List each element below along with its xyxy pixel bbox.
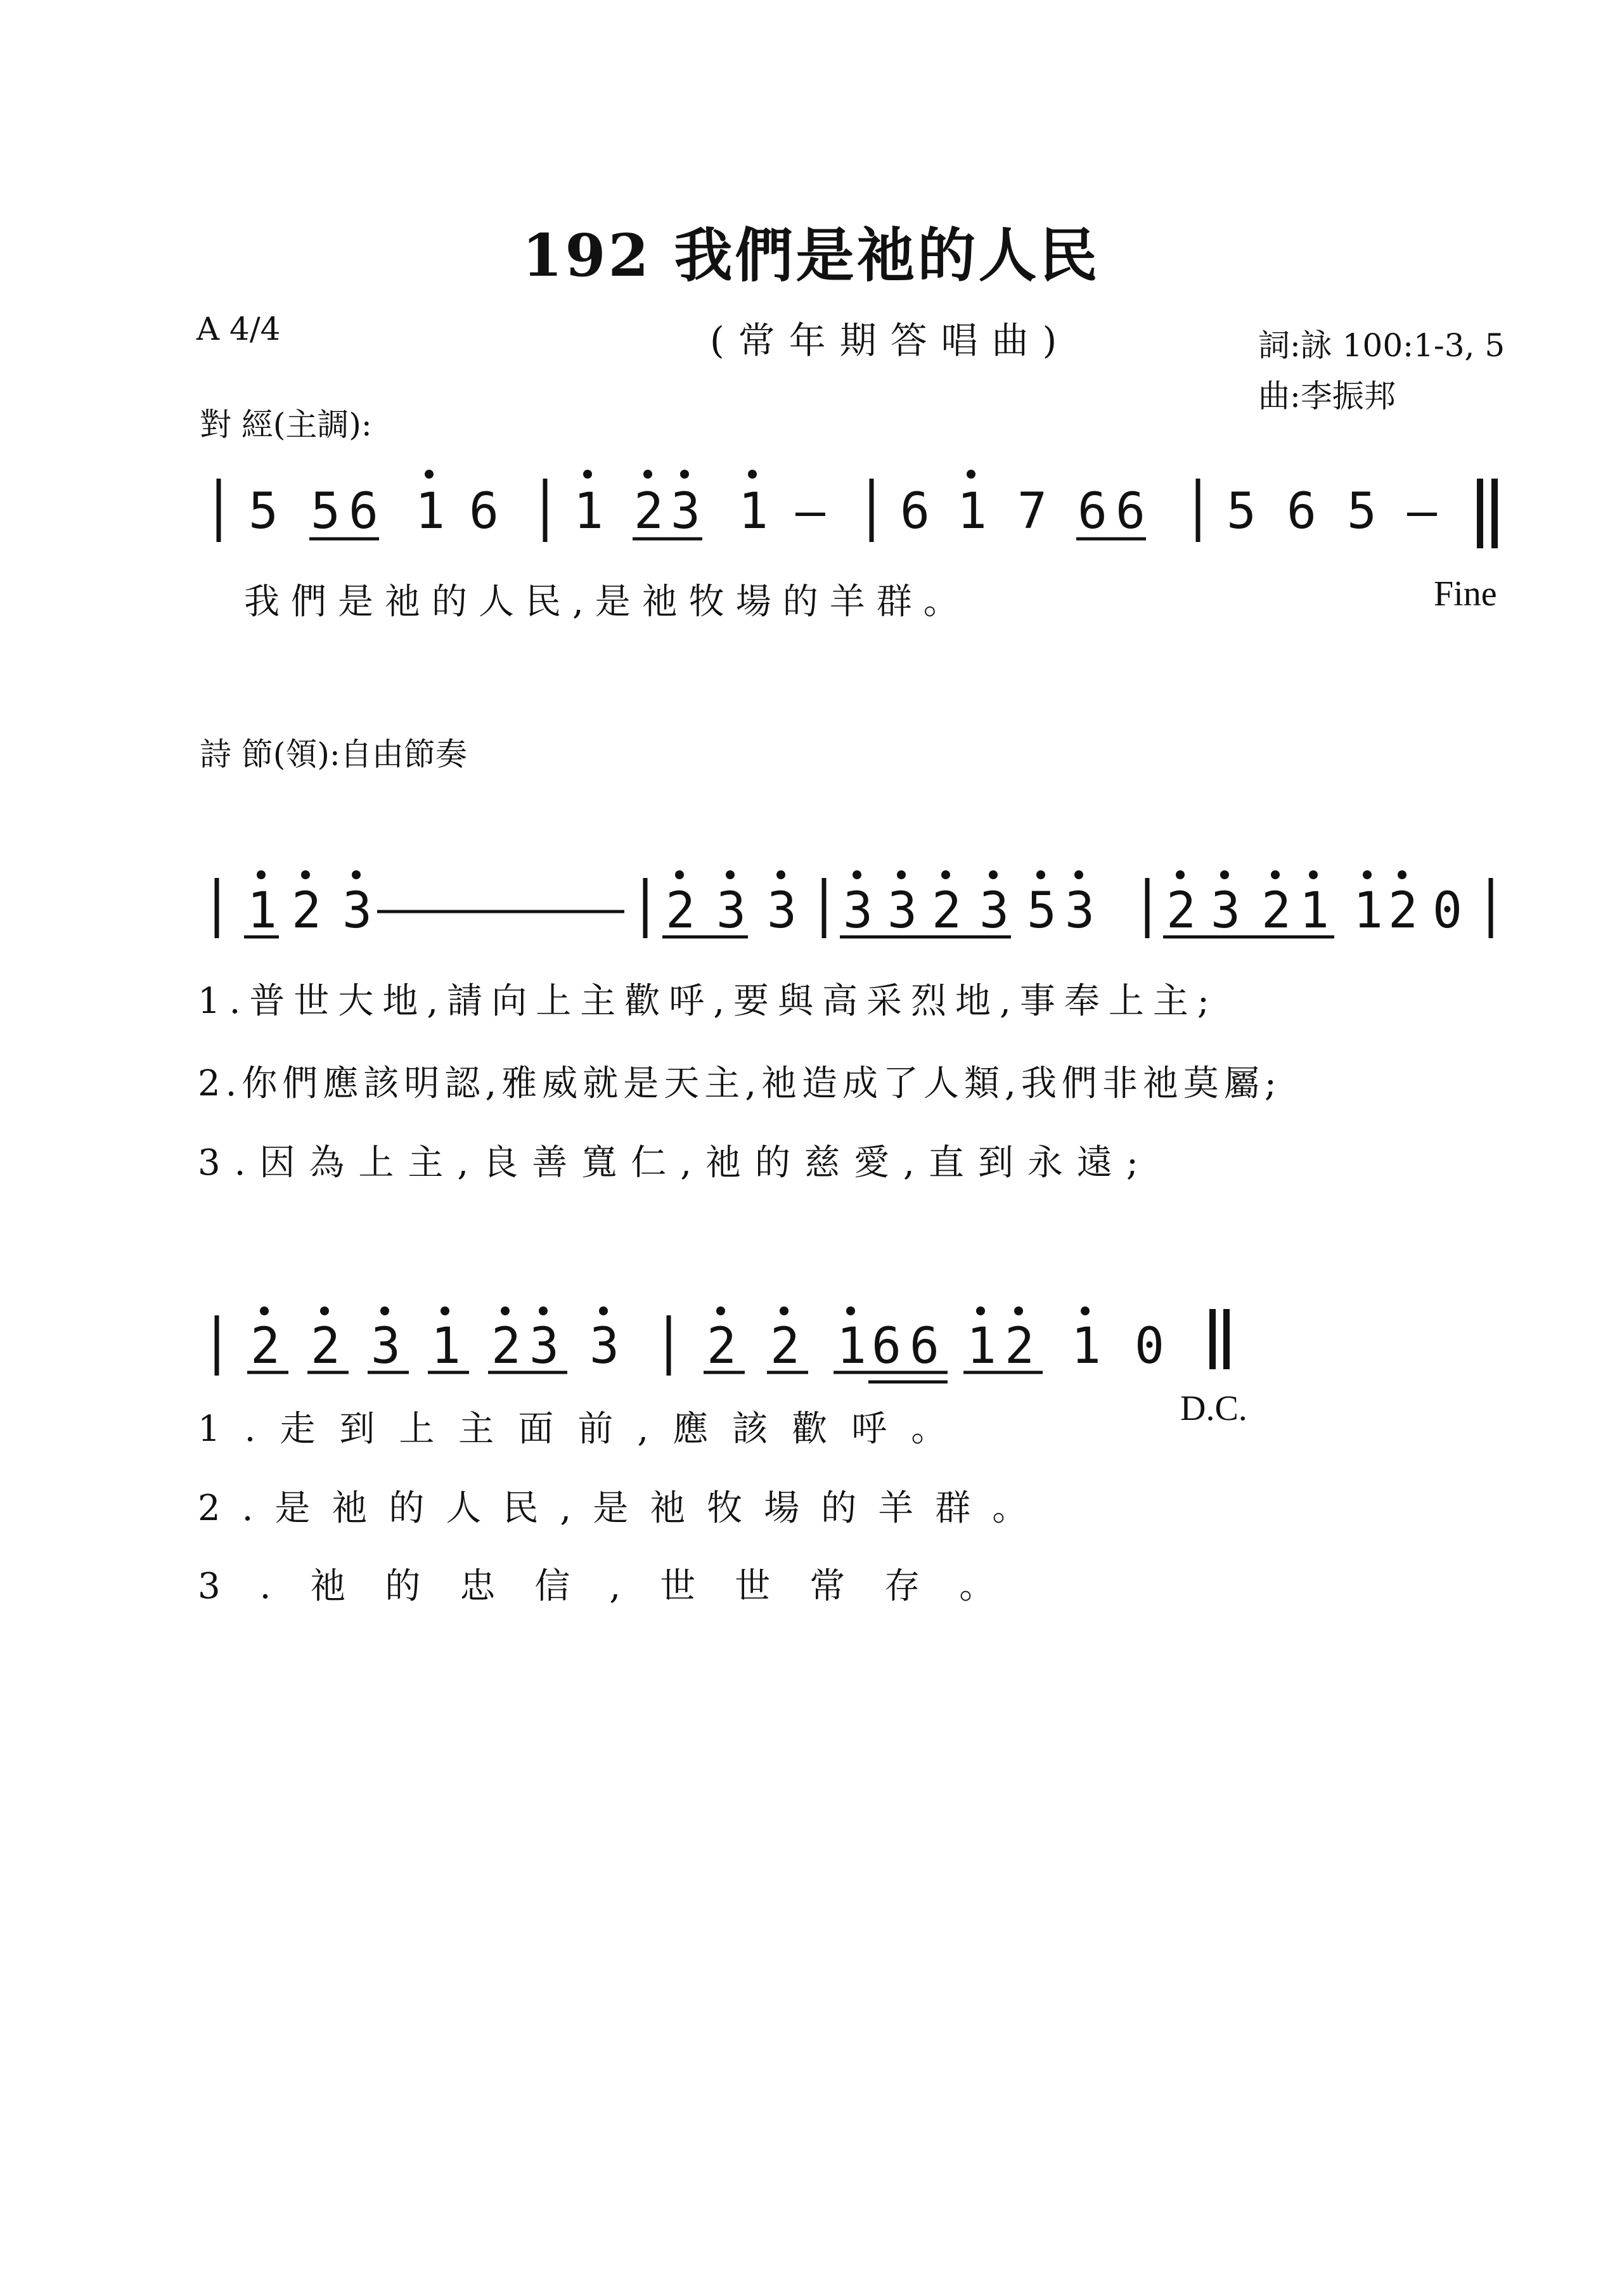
dc-mark: D.C. xyxy=(1180,1389,1247,1428)
svg-text:1: 1 xyxy=(431,1318,461,1375)
svg-text:1: 1 xyxy=(574,483,603,540)
svg-text:6: 6 xyxy=(1078,483,1107,540)
svg-text:3: 3 xyxy=(1211,882,1240,939)
svg-text:1: 1 xyxy=(415,483,445,540)
svg-text:–: – xyxy=(795,483,825,540)
svg-text:6: 6 xyxy=(1116,483,1145,540)
svg-text:3: 3 xyxy=(843,882,873,939)
verse-a-line-2: 2.你們應該明認,雅威就是天主,祂造成了人類,我們非祂莫屬; xyxy=(198,1063,1282,1104)
svg-text:6: 6 xyxy=(349,483,378,540)
svg-text:2: 2 xyxy=(491,1318,521,1375)
verse-b-line-3: 3.祂的忠信,世世常存。 xyxy=(198,1566,1034,1607)
verse-a-line-1: 1.普世大地,請向上主歡呼,要與高采烈地,事奉上主; xyxy=(198,981,1218,1022)
svg-text:2: 2 xyxy=(250,1318,280,1375)
svg-text:6: 6 xyxy=(872,1318,901,1375)
verse-label: 詩 節(領):自由節奏 xyxy=(200,736,467,773)
svg-text:1: 1 xyxy=(1353,882,1383,939)
verse-a-line-3: 3.因為上主,良善寬仁,祂的慈愛,直到永遠; xyxy=(198,1142,1152,1183)
subtitle: (常年期答唱曲) xyxy=(710,319,1071,362)
svg-text:5: 5 xyxy=(1027,882,1057,939)
svg-text:6: 6 xyxy=(900,483,930,540)
svg-text:–: – xyxy=(1407,483,1437,540)
svg-text:2: 2 xyxy=(932,882,962,939)
verse-b-line-2: 2.是祂的人民,是祂牧場的羊群。 xyxy=(198,1488,1050,1529)
svg-text:3: 3 xyxy=(887,882,917,939)
svg-text:5: 5 xyxy=(311,483,340,540)
svg-text:1: 1 xyxy=(1299,882,1329,939)
svg-text:6: 6 xyxy=(469,483,499,540)
svg-text:5: 5 xyxy=(1347,483,1377,540)
svg-text:2: 2 xyxy=(311,1318,340,1375)
key-time-signature: A 4/4 xyxy=(196,311,281,347)
svg-text:3: 3 xyxy=(342,882,372,939)
words-credit: 詞:詠 100:1-3, 5 xyxy=(1258,327,1505,364)
svg-text:3: 3 xyxy=(529,1318,559,1375)
svg-text:2: 2 xyxy=(1005,1318,1034,1375)
svg-text:3: 3 xyxy=(979,882,1009,939)
music-credit: 曲:李振邦 xyxy=(1258,378,1396,415)
svg-text:3: 3 xyxy=(716,882,746,939)
svg-text:1: 1 xyxy=(247,882,277,939)
svg-text:3: 3 xyxy=(1065,882,1095,939)
svg-text:2: 2 xyxy=(1261,882,1291,939)
svg-text:2: 2 xyxy=(292,882,321,939)
svg-text:2: 2 xyxy=(634,483,664,540)
svg-text:1: 1 xyxy=(738,483,768,540)
svg-text:3: 3 xyxy=(767,882,797,939)
svg-text:3: 3 xyxy=(671,483,700,540)
page-title: 192 我們是祂的人民 xyxy=(522,221,1100,290)
svg-text:5: 5 xyxy=(1226,483,1256,540)
svg-text:0: 0 xyxy=(1135,1318,1164,1375)
svg-text:2: 2 xyxy=(1166,882,1196,939)
svg-text:3: 3 xyxy=(371,1318,401,1375)
svg-text:0: 0 xyxy=(1432,882,1462,939)
antiphon-lyrics: 我們是祂的人民,是祂牧場的羊群。 xyxy=(244,581,970,622)
svg-text:1: 1 xyxy=(957,483,987,540)
fine-mark: Fine xyxy=(1434,574,1497,614)
svg-text:2: 2 xyxy=(666,882,695,939)
svg-text:6: 6 xyxy=(1287,483,1316,540)
svg-text:2: 2 xyxy=(770,1318,800,1375)
verse-b-line-1: 1.走到上主面前,應該歡呼。 xyxy=(198,1409,971,1450)
svg-text:3: 3 xyxy=(589,1318,619,1375)
svg-text:5: 5 xyxy=(248,483,278,540)
svg-text:1: 1 xyxy=(837,1318,866,1375)
svg-text:6: 6 xyxy=(910,1318,939,1375)
svg-text:1: 1 xyxy=(1071,1318,1101,1375)
svg-text:7: 7 xyxy=(1017,483,1047,540)
svg-text:2: 2 xyxy=(707,1318,737,1375)
antiphon-label: 對 經(主調): xyxy=(200,406,372,443)
svg-text:2: 2 xyxy=(1388,882,1418,939)
svg-text:1: 1 xyxy=(967,1318,996,1375)
